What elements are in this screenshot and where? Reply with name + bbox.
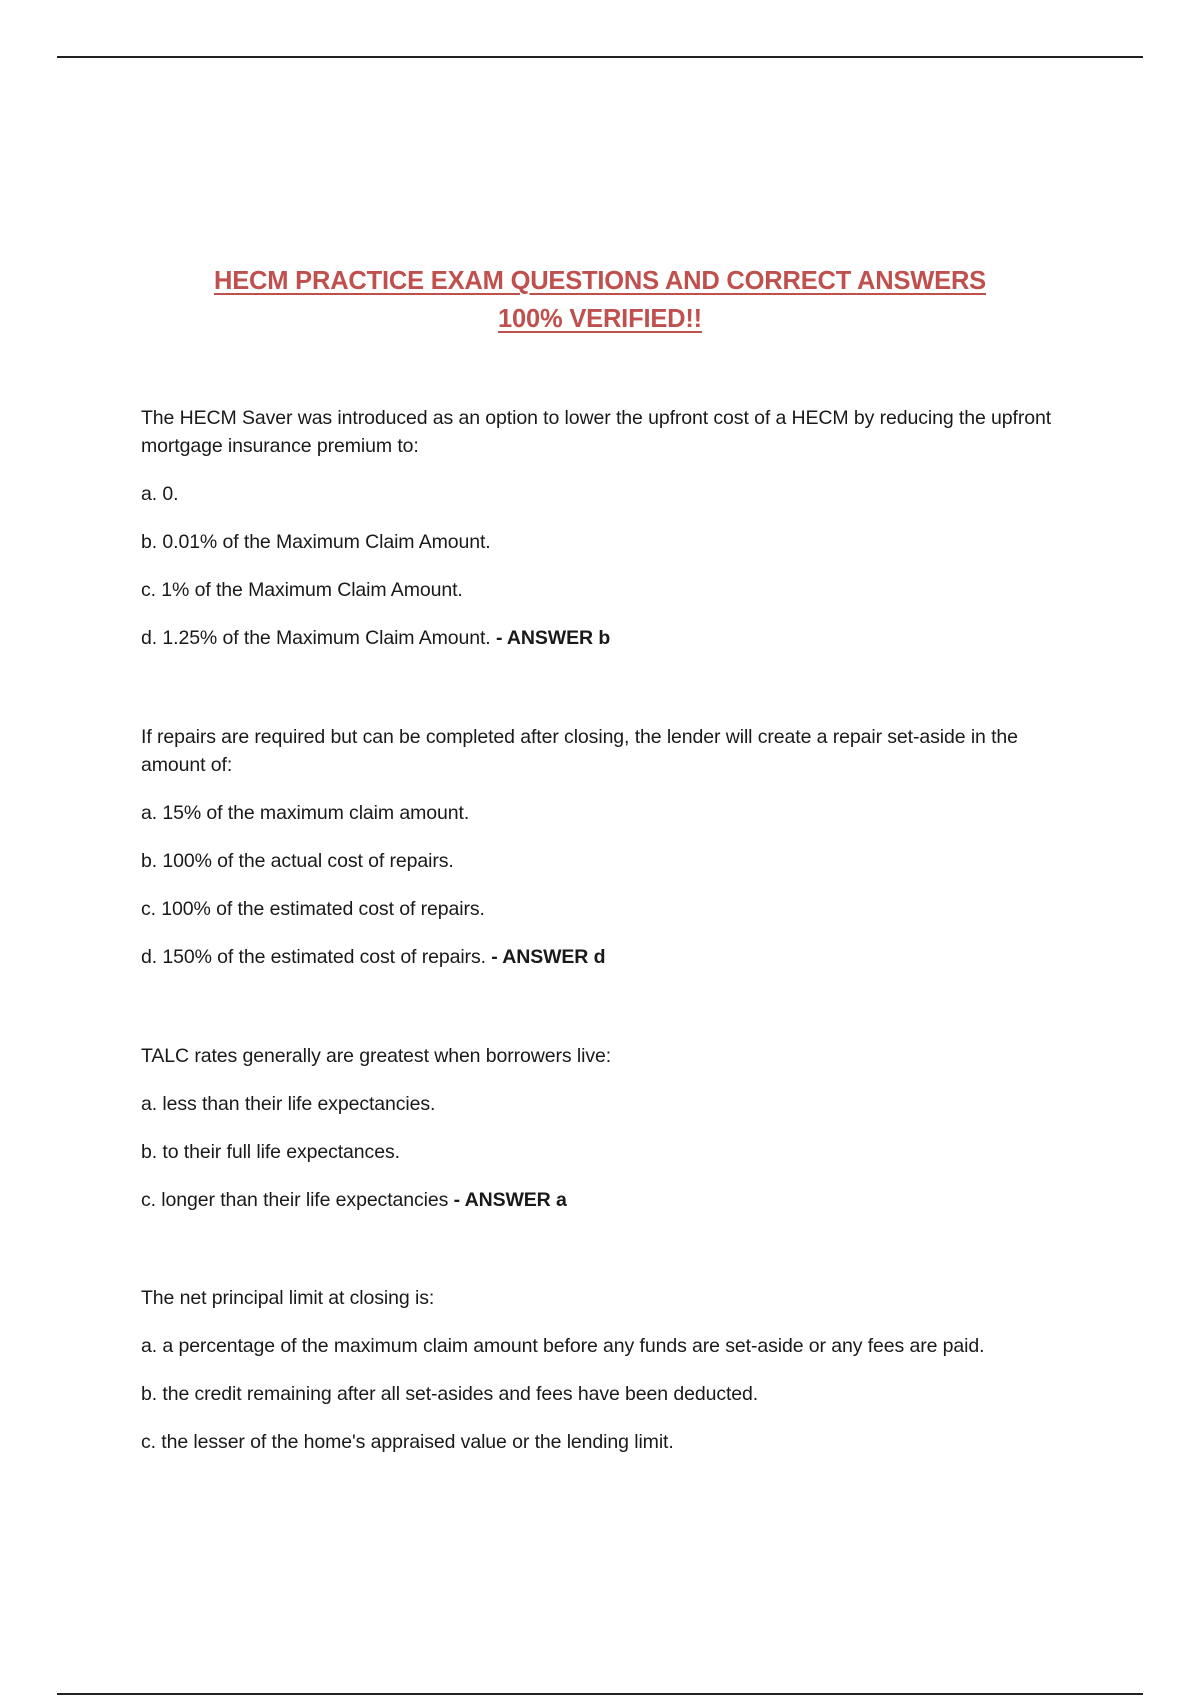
title-line-2: 100% VERIFIED!! (498, 305, 702, 333)
answer-option: a. less than their life expectancies. (141, 1093, 436, 1115)
correct-answer: - ANSWER d (485, 946, 606, 968)
correct-answer: - ANSWER a (448, 1189, 567, 1211)
answer-option: b. to their full life expectances. (141, 1141, 400, 1163)
question-prompt: The net principal limit at closing is: (141, 1287, 435, 1309)
question-prompt: If repairs are required but can be completed after closing, the lender will create a repair set-aside in the amount of: (141, 726, 1018, 776)
answer-option: d. 150% of the estimated cost of repairs. - ANSWER d (141, 946, 606, 968)
answer-option: a. a percentage of the maximum claim amount before any funds are set-aside or any fees are paid. (141, 1335, 985, 1357)
answer-option: c. 1% of the Maximum Claim Amount. (141, 579, 463, 601)
answer-option: a. 0. (141, 483, 179, 505)
answer-option: c. longer than their life expectancies - ANSWER a (141, 1189, 567, 1211)
question-prompt: TALC rates generally are greatest when borrowers live: (141, 1045, 612, 1067)
answer-option: d. 1.25% of the Maximum Claim Amount. - ANSWER b (141, 627, 611, 649)
answer-option: c. 100% of the estimated cost of repairs. (141, 898, 485, 920)
answer-option: b. the credit remaining after all set-asides and fees have been deducted. (141, 1383, 759, 1405)
top-rule (57, 56, 1143, 58)
bottom-rule (57, 1693, 1143, 1695)
question-prompt: The HECM Saver was introduced as an option to lower the upfront cost of a HECM by reducing the upfront mortgage insurance premium to: (141, 407, 1052, 457)
answer-option: c. the lesser of the home's appraised value or the lending limit. (141, 1431, 674, 1453)
answer-option: b. 100% of the actual cost of repairs. (141, 850, 454, 872)
question-3 (141, 1042, 1081, 1214)
question-2 (141, 723, 1081, 971)
question-4 (141, 1284, 1081, 1456)
answer-option: b. 0.01% of the Maximum Claim Amount. (141, 531, 491, 553)
question-1 (141, 404, 1081, 652)
correct-answer: - ANSWER b (490, 627, 611, 649)
title-line-1: HECM PRACTICE EXAM QUESTIONS AND CORRECT ANSWERS (214, 267, 986, 295)
answer-option: a. 15% of the maximum claim amount. (141, 802, 470, 824)
document-title (0, 262, 1200, 338)
